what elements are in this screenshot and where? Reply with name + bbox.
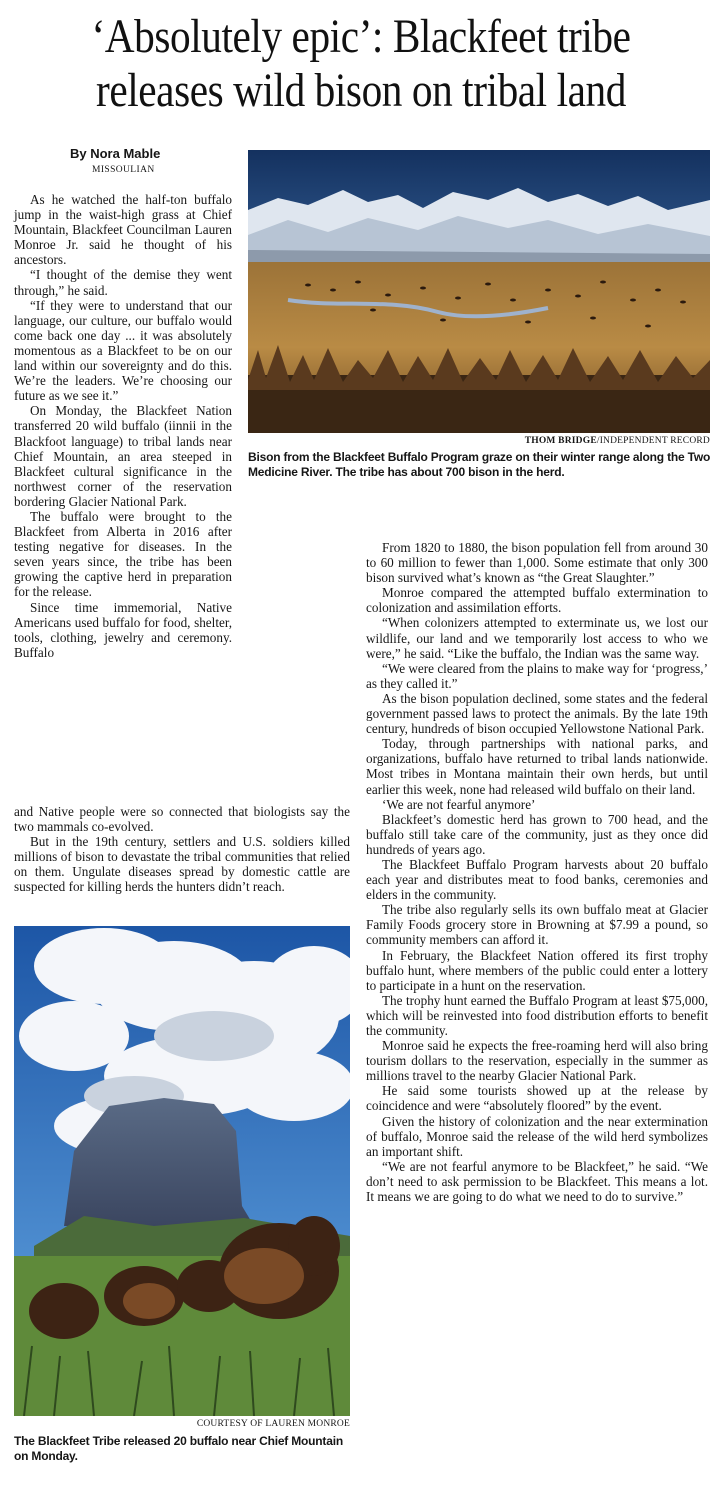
paragraph: In February, the Blackfeet Nation offered its first trophy buffalo hunt, where members of the public could enter a lottery to participate in a hunt on the reservation. <box>366 947 708 993</box>
article-column-1-continued <box>14 804 350 895</box>
byline: By Nora Mable <box>70 146 161 161</box>
paragraph: The Blackfeet Buffalo Program harvests about 20 buffalo each year and distributes meat to food banks, ceremonies and elders in the community. <box>366 856 708 903</box>
paragraph: Monroe compared the attempted buffalo extermination to colonization and assimilation efforts. <box>366 585 708 616</box>
chief-mountain-photo <box>14 926 350 1416</box>
paragraph: Monroe said he expects the free-roaming herd will also bring tourism dollars to the reservation, especially in the summer as millions travel to the nearby Glacier National Park. <box>366 1038 708 1084</box>
paragraph: On Monday, the Blackfeet Nation transferred 20 wild buffalo (iinnii in the Blackfoot language) to tribal lands near Chief Mountain, an area steeped in Blackfeet cultural significance in the northwest corner of the reservation bordering Glacier National Park. <box>14 403 232 509</box>
paragraph: Blackfeet’s domestic herd has grown to 700 head, and the buffalo still take care of the community, just as they once did hundreds of years ago. <box>366 811 708 857</box>
paragraph: The buffalo were brought to the Blackfeet from Alberta in 2016 after testing negative for diseases. In the seven years since, the tribe has been growing the captive herd in preparation for the release. <box>14 508 232 600</box>
paragraph: “We were cleared from the plains to make way for ‘progress,’ as they called it.” <box>366 660 708 691</box>
article-column-1 <box>14 192 232 660</box>
paragraph: Given the history of colonization and the near extermination of buffalo, Monroe said the release of the wild herd symbolizes an important shift. <box>366 1113 708 1159</box>
paragraph: Today, through partnerships with national parks, and organizations, buffalo have returned to tribal lands nationwide. Most tribes in Montana maintain their own herds, but until earlier this week, none had released wild buffalo on their land. <box>366 736 708 797</box>
paragraph: From 1820 to 1880, the bison population fell from around 30 to 60 million to fewer than 1,000. Some estimate that only 300 bison survived what’s known as “the Great Slaughter.” <box>366 540 708 586</box>
paragraph: But in the 19th century, settlers and U.S. soldiers killed millions of bison to devastate the tribal communities that relied on them. Ungulate diseases spread by domestic cattle are suspected for killing herds the hunters didn’t reach. <box>14 834 350 895</box>
paragraph: “If they were to understand that our language, our culture, our buffalo would come back one day ... it was absolutely momentous as a Blackfeet to be on our land within our sovereignty and do this. We’re the leaders. We’re choosing our future as we see it.” <box>14 297 232 404</box>
paragraph: “When colonizers attempted to exterminate us, we lost our wildlife, our land and we temporarily lost access to who we were,” he said. “Like the buffalo, the Indian was the same way. <box>366 615 708 661</box>
headline <box>51 10 672 118</box>
photo-credit-2: COURTESY OF LAUREN MONROE <box>196 1419 350 1429</box>
photo-caption: Bison from the Blackfeet Buffalo Program graze on their winter range along the Two Medicine River. The tribe has about 700 bison in the herd. <box>248 450 711 479</box>
byline-source: MISSOULIAN <box>92 165 155 175</box>
paragraph: The tribe also regularly sells its own buffalo meat at Glacier Family Foods grocery store in Browning at $7.99 a pound, so community members can afford it. <box>366 902 708 948</box>
photo-credit-name: THOM BRIDGE <box>524 436 597 446</box>
paragraph: As the bison population declined, some states and the federal government passed laws to protect the animals. By the late 19th century, hundreds of bison occupied Yellowstone National Park. <box>366 690 708 737</box>
bison-herd-photo <box>248 150 710 433</box>
paragraph: The trophy hunt earned the Buffalo Program at least $75,000, which will be reinvested into food distribution efforts to benefit the community. <box>366 992 708 1038</box>
paragraph: As he watched the half-ton buffalo jump in the waist-high grass at Chief Mountain, Blackfeet Councilman Lauren Monroe Jr. said he thought of his ancestors. <box>14 192 232 268</box>
paragraph: He said some tourists showed up at the release by coincidence and were “absolutely floored” by the event. <box>366 1083 708 1114</box>
paragraph: “I thought of the demise they went through,” he said. <box>14 267 232 298</box>
subhead: ‘We are not fearful anymore’ <box>382 796 536 812</box>
paragraph: Since time immemorial, Native Americans used buffalo for food, shelter, tools, clothing, jewelry and ceremony. Buffalo <box>14 599 232 660</box>
photo-credit-org: /INDEPENDENT RECORD <box>596 436 710 446</box>
article-column-2 <box>366 540 708 1204</box>
headline-line-1: ‘Absolutely epic’: Blackfeet tribe <box>91 10 631 63</box>
photo-caption-2: The Blackfeet Tribe released 20 buffalo near Chief Mountain on Monday. <box>14 1434 343 1463</box>
paragraph: “We are not fearful anymore to be Blackfeet,” he said. “We don’t need to ask permission to be Blackfeet. This means a lot. It means we are going to do what we need to do to survive.” <box>366 1158 708 1205</box>
headline-line-2: releases wild bison on tribal land <box>96 64 626 117</box>
chief-mountain-buffalo-image <box>14 926 350 1416</box>
photo-credit <box>248 436 710 446</box>
bison-herd-image <box>248 150 710 433</box>
paragraph: and Native people were so connected that biologists say the two mammals co-evolved. <box>14 804 350 835</box>
